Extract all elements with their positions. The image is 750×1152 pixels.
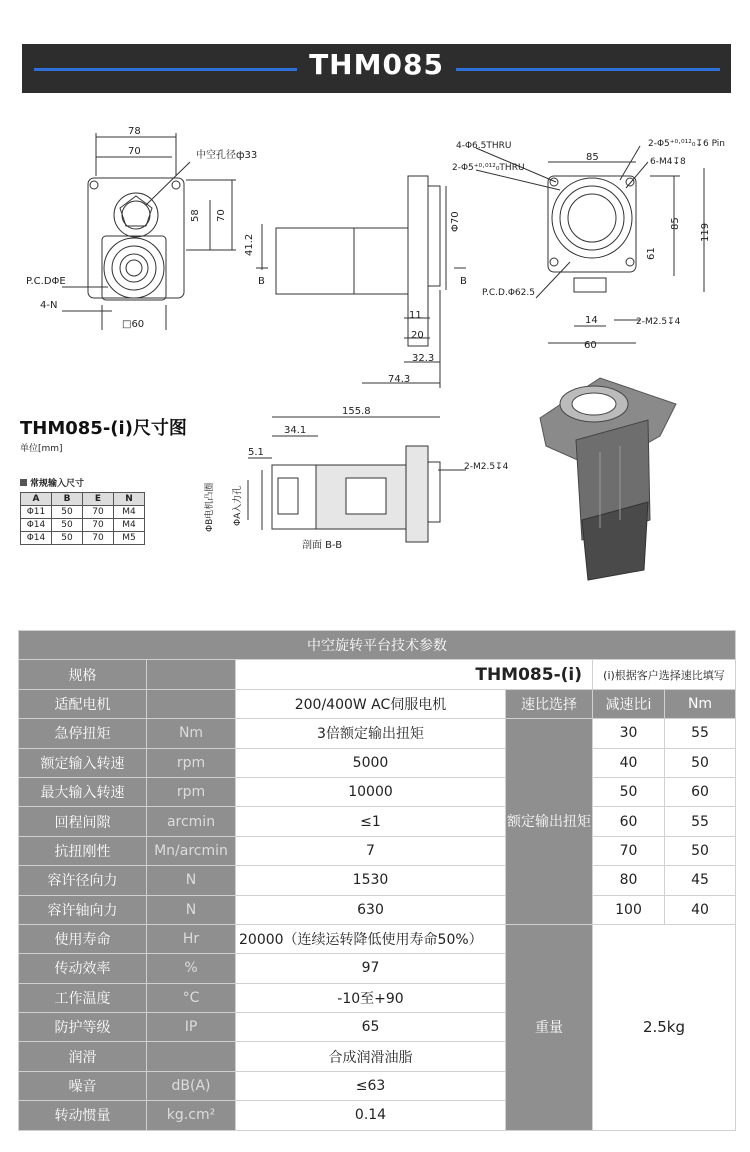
ratio-value: 30 bbox=[593, 719, 665, 748]
row-value: 10000 bbox=[236, 777, 506, 806]
std-cell: M5 bbox=[114, 532, 145, 545]
row-value: 7 bbox=[236, 836, 506, 865]
table-row bbox=[21, 519, 145, 532]
ratio-nm: 50 bbox=[665, 836, 736, 865]
dim-119: 119 bbox=[700, 222, 711, 242]
nm-header: Nm bbox=[665, 689, 736, 718]
motor-unit bbox=[147, 689, 236, 718]
dim-section-m2-5: 2-M2.5↧4 bbox=[464, 462, 509, 472]
std-cell: Φ14 bbox=[21, 519, 52, 532]
std-header: B bbox=[52, 493, 83, 506]
ratio-nm: 55 bbox=[665, 807, 736, 836]
row-label: 工作温度 bbox=[19, 983, 147, 1012]
std-header: A bbox=[21, 493, 52, 506]
motor-label: 适配电机 bbox=[19, 689, 147, 718]
dim-70-top: 70 bbox=[128, 146, 141, 157]
section-mark-b2: B bbox=[460, 276, 467, 287]
row-label: 容许径向力 bbox=[19, 866, 147, 895]
std-input-table bbox=[20, 492, 145, 545]
dim-85-side: 85 bbox=[670, 217, 681, 230]
row-label: 最大输入转速 bbox=[19, 777, 147, 806]
dim-pin: 2-Φ5⁺⁰·⁰¹²₀↧6 Pin bbox=[648, 139, 725, 149]
dim-32-3: 32.3 bbox=[412, 353, 435, 364]
dim-pcd-62-5: P.C.D.Φ62.5 bbox=[482, 288, 535, 298]
std-cell: M4 bbox=[114, 519, 145, 532]
row-label: 回程间隙 bbox=[19, 807, 147, 836]
banner-title: THM085 bbox=[297, 48, 456, 81]
row-label: 额定输入转速 bbox=[19, 748, 147, 777]
row-unit: kg.cm² bbox=[147, 1101, 236, 1130]
dim-14: 14 bbox=[585, 315, 598, 326]
ratio-value: 50 bbox=[593, 777, 665, 806]
dim-78: 78 bbox=[128, 126, 141, 137]
weight-value: 2.5kg bbox=[593, 924, 736, 1130]
row-label: 噪音 bbox=[19, 1071, 147, 1100]
std-input-title bbox=[20, 476, 84, 489]
row-unit: % bbox=[147, 954, 236, 983]
label-motor-boss: ΦB电机凸圈 bbox=[205, 482, 215, 532]
section-mark-b1: B bbox=[258, 276, 265, 287]
row-unit: arcmin bbox=[147, 807, 236, 836]
ratio-nm: 50 bbox=[665, 748, 736, 777]
row-value: 65 bbox=[236, 1013, 506, 1042]
unit-note: 单位[mm] bbox=[20, 444, 63, 454]
std-input-title-text: 常规输入尺寸 bbox=[30, 479, 85, 489]
row-value: ≤1 bbox=[236, 807, 506, 836]
ratio-value: 60 bbox=[593, 807, 665, 836]
dim-4n: 4-N bbox=[40, 300, 58, 311]
dim-41-2: 41.2 bbox=[244, 233, 255, 256]
table-row bbox=[19, 748, 736, 777]
table-row bbox=[19, 866, 736, 895]
dim-85-top: 85 bbox=[586, 152, 599, 163]
ratio-nm: 60 bbox=[665, 777, 736, 806]
row-unit bbox=[147, 1042, 236, 1071]
dim-m2-5: 2-M2.5↧4 bbox=[636, 317, 681, 327]
dim-34-1: 34.1 bbox=[284, 425, 307, 436]
row-unit: dB(A) bbox=[147, 1071, 236, 1100]
row-unit: °C bbox=[147, 983, 236, 1012]
dim-70-side: 70 bbox=[216, 209, 227, 222]
std-cell: 50 bbox=[52, 506, 83, 519]
row-label: 容许轴向力 bbox=[19, 895, 147, 924]
std-header: N bbox=[114, 493, 145, 506]
ratio-nm: 40 bbox=[665, 895, 736, 924]
row-unit: N bbox=[147, 866, 236, 895]
spec-title: 中空旋转平台技术参数 bbox=[19, 631, 736, 660]
table-row bbox=[19, 777, 736, 806]
dim-2-thru: 2-Φ5⁺⁰·⁰¹²₀THRU bbox=[452, 163, 525, 173]
dim-phi70: Φ70 bbox=[450, 211, 461, 232]
row-unit: Nm bbox=[147, 719, 236, 748]
table-row bbox=[19, 924, 736, 953]
row-label: 润滑 bbox=[19, 1042, 147, 1071]
row-value: 0.14 bbox=[236, 1101, 506, 1130]
row-label: 急停扭矩 bbox=[19, 719, 147, 748]
row-unit: rpm bbox=[147, 748, 236, 777]
weight-label: 重量 bbox=[506, 924, 593, 1130]
ratio-value: 40 bbox=[593, 748, 665, 777]
table-row bbox=[19, 895, 736, 924]
dim-20: 20 bbox=[411, 330, 424, 341]
row-label: 转动惯量 bbox=[19, 1101, 147, 1130]
label-section-bb: 剖面 B-B bbox=[302, 540, 343, 551]
std-cell: M4 bbox=[114, 506, 145, 519]
dim-5-1: 5.1 bbox=[248, 447, 264, 458]
row-value: 合成润滑油脂 bbox=[236, 1042, 506, 1071]
model-label: 规格 bbox=[19, 660, 147, 689]
row-label: 使用寿命 bbox=[19, 924, 147, 953]
dim-hollow-bore: 中空孔径ф33 bbox=[196, 150, 258, 161]
ratio-nm: 45 bbox=[665, 866, 736, 895]
std-cell: Φ14 bbox=[21, 532, 52, 545]
table-row bbox=[19, 836, 736, 865]
dim-6m4: 6-M4↧8 bbox=[650, 157, 686, 167]
row-value: 20000（连续运转降低使用寿命50%） bbox=[236, 924, 506, 953]
row-value: 97 bbox=[236, 954, 506, 983]
dim-61: 61 bbox=[646, 247, 657, 260]
table-row bbox=[21, 506, 145, 519]
std-header: E bbox=[83, 493, 114, 506]
dim-11: 11 bbox=[409, 310, 422, 321]
model-note: (i)根据客户选择速比填写 bbox=[593, 660, 736, 689]
table-row bbox=[19, 807, 736, 836]
drawing-title: THM085-(i)尺寸图 bbox=[20, 418, 187, 439]
model-unit bbox=[147, 660, 236, 689]
row-unit: Mn/arcmin bbox=[147, 836, 236, 865]
std-cell: 70 bbox=[83, 506, 114, 519]
dim-155-8: 155.8 bbox=[342, 406, 371, 417]
std-cell: 50 bbox=[52, 532, 83, 545]
ratio-value: 100 bbox=[593, 895, 665, 924]
row-value: 3倍额定输出扭矩 bbox=[236, 719, 506, 748]
label-input-bore: ΦA入力孔 bbox=[233, 485, 243, 526]
spec-table bbox=[18, 630, 736, 1131]
row-value: -10至+90 bbox=[236, 983, 506, 1012]
dim-pcd-e: P.C.DΦE bbox=[26, 276, 66, 287]
motor-value: 200/400W AC伺服电机 bbox=[236, 689, 506, 718]
row-unit: N bbox=[147, 895, 236, 924]
dim-74-3: 74.3 bbox=[388, 374, 411, 385]
row-unit: rpm bbox=[147, 777, 236, 806]
dim-4-thru: 4-Φ6.5THRU bbox=[456, 141, 512, 151]
dim-58: 58 bbox=[190, 209, 201, 222]
row-value: 1530 bbox=[236, 866, 506, 895]
std-cell: 70 bbox=[83, 532, 114, 545]
row-value: 630 bbox=[236, 895, 506, 924]
table-row bbox=[19, 719, 736, 748]
row-value: 5000 bbox=[236, 748, 506, 777]
table-row bbox=[21, 532, 145, 545]
row-value: ≤63 bbox=[236, 1071, 506, 1100]
ratio-nm: 55 bbox=[665, 719, 736, 748]
std-cell: 70 bbox=[83, 519, 114, 532]
ratio-value: 70 bbox=[593, 836, 665, 865]
std-cell: 50 bbox=[52, 519, 83, 532]
model-value: THM085-(i) bbox=[236, 660, 593, 689]
rated-torque-label: 额定输出扭矩 bbox=[506, 719, 593, 925]
square-icon bbox=[20, 479, 27, 486]
row-unit: Hr bbox=[147, 924, 236, 953]
row-label: 防护等级 bbox=[19, 1013, 147, 1042]
ratio-header: 减速比i bbox=[593, 689, 665, 718]
std-cell: Φ11 bbox=[21, 506, 52, 519]
ratio-value: 80 bbox=[593, 866, 665, 895]
row-label: 抗扭刚性 bbox=[19, 836, 147, 865]
row-unit: IP bbox=[147, 1013, 236, 1042]
ratio-select-label: 速比选择 bbox=[506, 689, 593, 718]
row-label: 传动效率 bbox=[19, 954, 147, 983]
dim-square-60: □60 bbox=[122, 319, 145, 330]
dim-60-bottom: 60 bbox=[584, 340, 597, 351]
